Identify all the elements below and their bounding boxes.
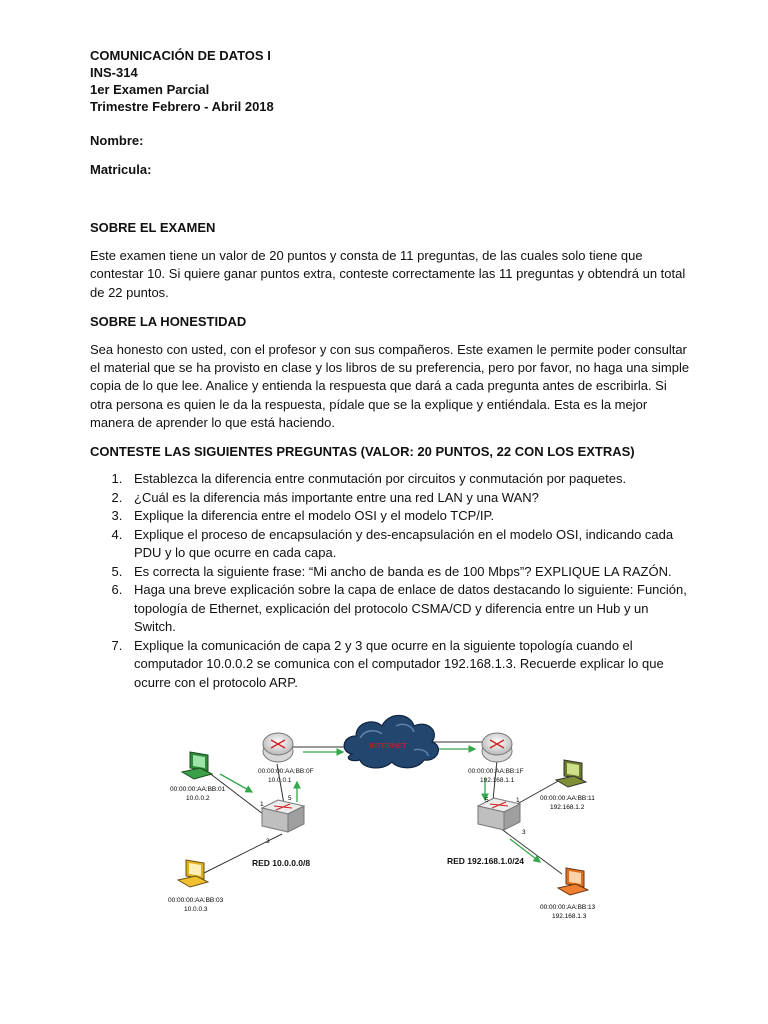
link-switch-pc-right-bottom bbox=[500, 828, 562, 874]
exam-term: Trimestre Febrero - Abril 2018 bbox=[90, 99, 274, 114]
left-network-label: RED 10.0.0.0/8 bbox=[252, 858, 311, 868]
name-field: Nombre: bbox=[90, 133, 144, 148]
router-right-mac: 00:00:00:AA:BB:1F bbox=[468, 768, 524, 775]
pc-right-top-mac: 00:00:00:AA:BB:11 bbox=[540, 795, 595, 802]
pc-right-bottom-mac: 00:00:00:AA:BB:13 bbox=[540, 904, 596, 911]
network-topology-diagram bbox=[160, 702, 610, 932]
about-exam-title: SOBRE EL EXAMEN bbox=[90, 220, 216, 235]
router-left-mac: 00:00:00:AA:BB:0F bbox=[258, 768, 314, 775]
question-item: 6. Haga una breve explicación sobre la capa de enlace de datos destacando lo siguiente: Función, topología de Ethernet, explicación del protocolo CSMA/CD y diferencia entre un Hub y un Switch. bbox=[126, 581, 690, 637]
pc-right-bottom-ip: 192.168.1.3 bbox=[552, 913, 587, 920]
honesty-title: SOBRE LA HONESTIDAD bbox=[90, 313, 247, 329]
pc-right-top-ip: 192.168.1.2 bbox=[550, 804, 585, 811]
pc-left-top-ip: 10.0.0.2 bbox=[186, 795, 210, 802]
port-label: 3 bbox=[266, 838, 270, 845]
computer-icon bbox=[182, 752, 212, 779]
port-label: 1 bbox=[516, 797, 520, 804]
pc-left-top-mac: 00:00:00:AA:BB:01 bbox=[170, 786, 226, 793]
question-item: 7. Explique la comunicación de capa 2 y 3 que ocurre en la siguiente topología cuando el computador 10.0.0.2 se comunica con el computador 192.168.1.3. Recuerde explicar lo que ocurre con el protocolo ARP. bbox=[126, 637, 690, 693]
question-item: 1. Establezca la diferencia entre conmutación por circuitos y conmutación por paquetes. bbox=[126, 470, 690, 489]
computer-icon bbox=[558, 868, 588, 895]
exam-document bbox=[90, 47, 690, 692]
internet-label: INTERNET bbox=[369, 741, 407, 750]
questions-list bbox=[90, 470, 690, 692]
id-field: Matricula: bbox=[90, 162, 152, 177]
port-label: 5 bbox=[485, 797, 489, 804]
exam-name: 1er Examen Parcial bbox=[90, 82, 210, 97]
switch-left-icon bbox=[262, 800, 304, 832]
course-code: INS-314 bbox=[90, 65, 138, 80]
questions-title: CONTESTE LAS SIGUIENTES PREGUNTAS (VALOR: 20 PUNTOS, 22 CON LOS EXTRAS) bbox=[90, 444, 635, 460]
question-item: 4. Explique el proceso de encapsulación y des-encapsulación en el modelo OSI, indicando cada PDU y lo que ocurre en cada capa. bbox=[126, 526, 690, 563]
port-label: 1 bbox=[260, 801, 264, 808]
router-left-icon bbox=[263, 733, 293, 762]
link-pc-switch-left bbox=[208, 772, 263, 814]
honesty-text: Sea honesto con usted, con el profesor y con sus compañeros. Este examen le permite poder consultar el material que se ha provisto en clase y los libros de su preferencia, pero por favor, no haga una simple copia de lo que lee. Analice y entienda la respuesta que dará a cada pregunta antes de escribirla. Si otra persona es quien le da la respuesta, pídale que se la explique y entiéndala. Esta es la mejor manera de aprender lo que está haciendo. bbox=[90, 341, 690, 431]
question-item: 5. Es correcta la siguiente frase: “Mi ancho de banda es de 100 Mbps”? EXPLIQUE LA RAZÓN. bbox=[126, 563, 690, 582]
about-exam-text: Este examen tiene un valor de 20 puntos y consta de 11 preguntas, de las cuales solo tiene que contestar 10. Si quiere ganar puntos extra, conteste correctamente las 11 preguntas y obtendrá un total de 22 puntos. bbox=[90, 248, 686, 300]
pc-left-bottom-ip: 10.0.0.3 bbox=[184, 906, 208, 913]
right-network-label: RED 192.168.1.0/24 bbox=[447, 856, 525, 866]
question-item: 2. ¿Cuál es la diferencia más importante entre una red LAN y una WAN? bbox=[126, 489, 690, 508]
question-item: 3. Explique la diferencia entre el modelo OSI y el modelo TCP/IP. bbox=[126, 507, 690, 526]
router-right-icon bbox=[482, 733, 512, 762]
internet-cloud-icon bbox=[344, 716, 438, 768]
router-left-ip: 10.0.0.1 bbox=[268, 777, 292, 784]
computer-icon bbox=[178, 860, 208, 887]
pc-left-bottom-mac: 00:00:00:AA:BB:03 bbox=[168, 897, 224, 904]
port-label: 3 bbox=[522, 829, 526, 836]
course-title: COMUNICACIÓN DE DATOS I bbox=[90, 48, 271, 63]
link-switch-pc-left-bottom bbox=[202, 834, 282, 874]
computer-icon bbox=[556, 760, 586, 787]
port-label: 5 bbox=[288, 795, 292, 802]
router-right-ip: 192.168.1.1 bbox=[480, 777, 515, 784]
